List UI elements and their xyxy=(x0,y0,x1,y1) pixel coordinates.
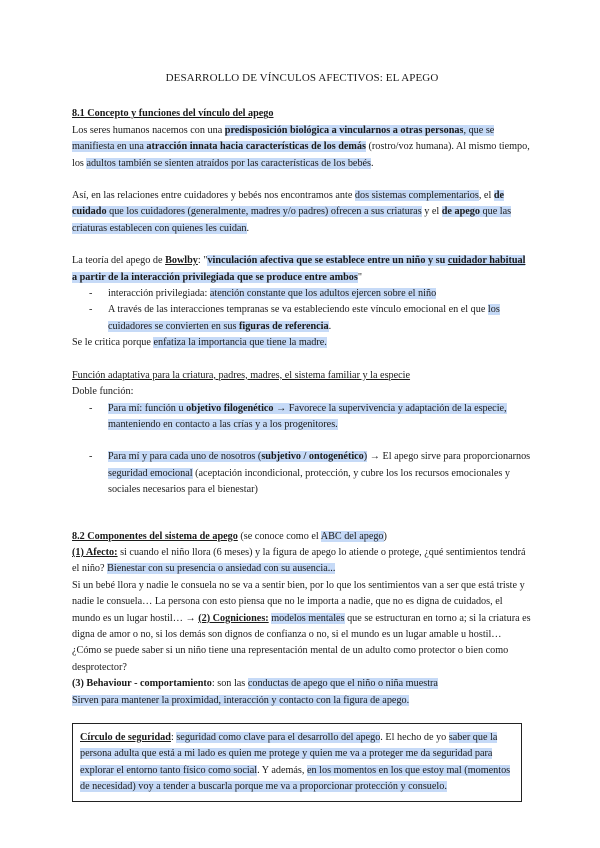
double-function-label: Doble función: xyxy=(72,386,134,398)
paragraph-cognitions: Si un bebé llora y nadie le consuela no se va a sentir bien, por lo que los sentimientos van a ser que está triste y nadie le consuela… La persona con esto piensa que no le importa a nadie, que no es digna de cuidados, el mundo es un lugar hostil… → (2) Cogniciones: modelos mentales que se estructuran en torno a; si la criatura es digna de amor o no, si los demás son dignos de confianza o no, si el mundo es un lugar amable u hostil… xyxy=(72,579,531,640)
adaptive-function-heading: Función adaptativa para la criatura, padres, madres, el sistema familiar y la especie xyxy=(72,369,411,381)
list-item: - Para mí: función u objetivo filogenético → Favorece la supervivencia y adaptación de la especie, manteniendo en contacto a las crías y a los progenitores. xyxy=(72,401,532,434)
section-2-heading: 8.2 Componentes del sistema de apego (se conoce como el ABC del apego) xyxy=(72,530,387,542)
paragraph-affect: (1) Afecto: si cuando el niño llora (6 meses) y la figura de apego lo atiende o protege, ¿qué sentimientos tendrá el niño? Bienestar con su presencia o ansiedad con su ausencia... xyxy=(72,546,526,575)
document-page xyxy=(72,62,532,802)
section-1-heading: 8.1 Concepto y funciones del vínculo del apego xyxy=(72,108,274,120)
document-title: DESARROLLO DE VÍNCULOS AFECTIVOS: EL APEGO xyxy=(165,72,439,84)
paragraph-behaviour: (3) Behaviour - comportamiento: son las conductas de apego que el niño o niña muestra xyxy=(72,678,438,690)
list-item: - A través de las interacciones tempranas se va estableciendo este vínculo emocional en el que los cuidadores se convierten en sus figuras de referencia. xyxy=(72,302,532,335)
paragraph-predisposition: Los seres humanos nacemos con una predisposición biológica a vincularnos a otras personas, que se manifiesta en una atracción innata hacia características de los demás (rostro/voz humana). Al mismo tiempo, los adultos también se sienten atraídos por las características de los bebés. xyxy=(72,124,530,169)
bowlby-bullet-list xyxy=(72,286,532,335)
list-item: - Para mí y para cada uno de nosotros (subjetivo / ontogenético) → El apego sirve para proporcionarnos seguridad emocional (aceptación incondicional, protección, y cubre los los recursos emocionales y sociales necesarios para el bienestar) xyxy=(72,449,532,498)
paragraph-proximity: Sirven para mantener la proximidad, interacción y contacto con la figura de apego. xyxy=(72,694,410,706)
function-bullet-list xyxy=(72,401,532,499)
paragraph-bowlby-theory: La teoría del apego de Bowlby: "vinculación afectiva que se establece entre un niño y su cuidador habitual a partir de la interacción privilegiada que se produce entre ambos" xyxy=(72,255,526,283)
paragraph-criticism: Se le critica porque enfatiza la importancia que tiene la madre. xyxy=(72,337,327,349)
paragraph-question: ¿Cómo se puede saber si un niño tiene una representación mental de un adulto como protector o bien como desprotector? xyxy=(72,645,509,673)
paragraph-complementary-systems: Así, en las relaciones entre cuidadores y bebés nos encontramos ante dos sistemas complementarios, el de cuidado que los cuidadores (generalmente, madres y/o padres) ofrecen a sus criaturas y el de apego que las criaturas establecen con quienes les cuidan. xyxy=(72,190,512,234)
list-item: - interacción privilegiada: atención constante que los adultos ejercen sobre el niño xyxy=(72,286,532,302)
security-circle-box: Círculo de seguridad: seguridad como clave para el desarrollo del apego. El hecho de yo saber que la persona adulta que está a mi lado es quien me protege y quien me va a proteger me da seguridad para explorar el entorno tanto físico como social. Y además, en los momentos en los que estoy mal (momentos de necesidad) voy a tender a buscarla porque me va a proporcionar protección y consuelo. xyxy=(72,723,522,802)
